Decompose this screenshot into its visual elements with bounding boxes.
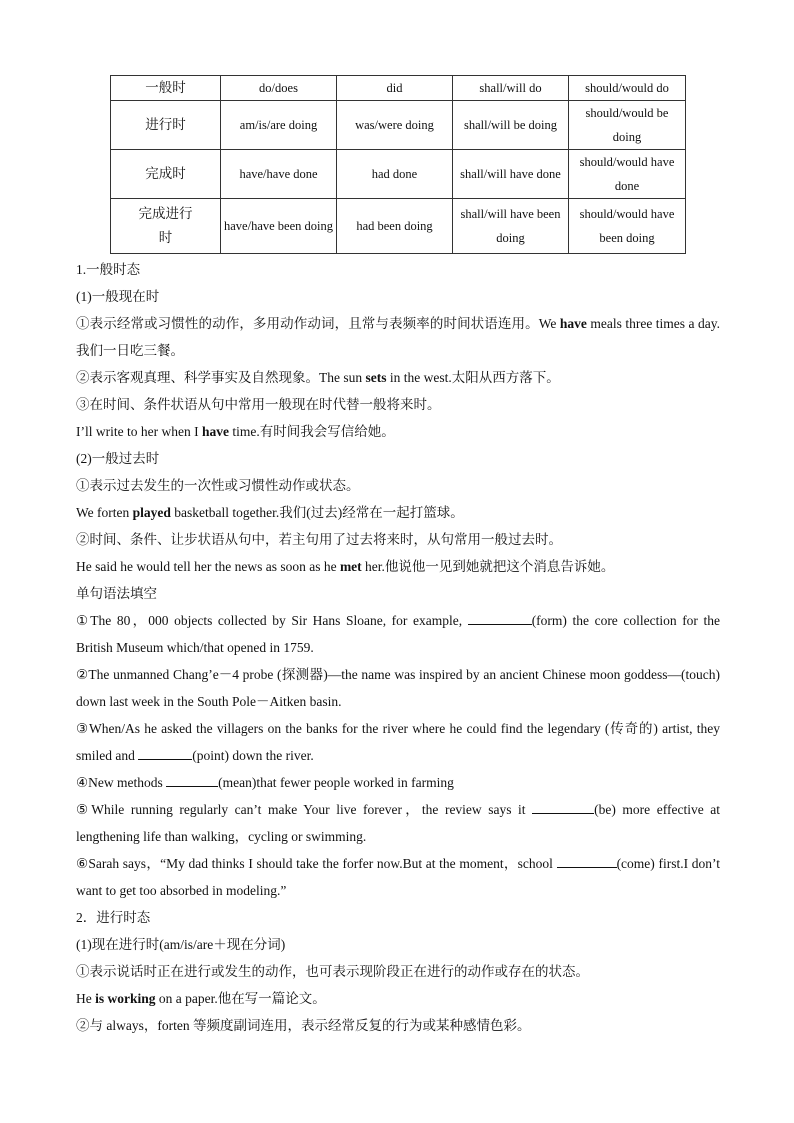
text: her.他说他一见到她就把这个消息告诉她。 <box>361 559 615 574</box>
text: He said he would tell her the news as soon as he <box>76 559 340 574</box>
table-row <box>111 150 686 199</box>
table-cell: did <box>337 76 453 101</box>
exercise-item <box>76 715 720 769</box>
text: (point) down the river. <box>192 748 314 763</box>
text: (be) more effective at lengthening life than walking，cycling or swimming. <box>76 802 720 844</box>
table-cell: shall/will have done <box>453 150 569 199</box>
subsection-heading: (2)一般过去时 <box>76 451 160 466</box>
answer-blank[interactable] <box>557 853 617 868</box>
table-cell: shall/will do <box>453 76 569 101</box>
exercise-item <box>76 769 720 796</box>
text: meals three times a day.我们一日吃三餐。 <box>76 316 720 358</box>
text: time.有时间我会写信给她。 <box>228 424 395 439</box>
paragraph: ③在时间、条件状语从句中常用一般现在时代替一般将来时。 <box>76 397 441 412</box>
answer-blank[interactable] <box>166 772 218 787</box>
table-cell: have/have done <box>221 150 337 199</box>
exercise-item <box>76 796 720 850</box>
text: ⑥Sarah says，“My dad thinks I should take the forfer now.But at the moment，school <box>76 856 557 871</box>
text: He <box>76 991 96 1006</box>
table-cell: should/would be doing <box>569 101 686 150</box>
bold-verb: met <box>339 559 362 574</box>
text: ①The 80，000 objects collected by Sir Hans Sloane, for example, <box>76 613 468 628</box>
exercise-heading: 单句语法填空 <box>76 586 157 601</box>
table-cell: 进行时 <box>111 101 221 150</box>
paragraph: ①表示过去发生的一次性或习惯性动作或状态。 <box>76 478 360 493</box>
paragraph <box>76 310 720 364</box>
text: ⑤While running regularly can’t make Your live forever，the review says it <box>76 802 533 817</box>
table-cell: 一般时 <box>111 76 221 101</box>
table-cell: shall/will be doing <box>453 101 569 150</box>
text: (mean)that fewer people worked in farming <box>218 775 454 790</box>
table-cell: am/is/are doing <box>221 101 337 150</box>
text: I’ll write to her when I <box>76 424 202 439</box>
text: ②表示客观真理、科学事实及自然现象。The sun <box>76 370 366 385</box>
text: ③When/As he asked the villagers on the banks for the river where he could find the legendary (传奇的) artist, they smiled and <box>76 721 720 763</box>
table-cell: 完成时 <box>111 150 221 199</box>
paragraph <box>76 985 720 1012</box>
section-heading: 2．进行时态 <box>76 910 151 925</box>
table-cell: should/would have done <box>569 150 686 199</box>
subsection-heading: (1)一般现在时 <box>76 289 160 304</box>
paragraph <box>76 418 720 445</box>
exercise-item: ②The unmanned Chang’e－4 probe (探测器)—the name was inspired by an ancient Chinese moon goddess—(touch) down last week in the South Pole－Aitken basin. <box>76 667 720 709</box>
exercise-item <box>76 607 720 661</box>
table-cell: 完成进行时 <box>111 199 221 254</box>
text: ①表示经常或习惯性的动作，多用动作动词，且常与表频率的时间状语连用。We <box>76 316 560 331</box>
answer-blank[interactable] <box>138 745 192 760</box>
section-heading: 1.一般时态 <box>76 262 141 277</box>
text: (form) the core collection for the British Museum which/that opened in 1759. <box>76 613 721 655</box>
text: on a paper.他在写一篇论文。 <box>155 991 326 1006</box>
table-row <box>111 101 686 150</box>
exercise-item <box>76 850 720 904</box>
paragraph: ①表示说话时正在进行或发生的动作，也可表示现阶段正在进行的动作或存在的状态。 <box>76 964 589 979</box>
bold-verb: sets <box>365 370 387 385</box>
paragraph <box>76 553 720 580</box>
paragraph: ②与 always，forten 等频度副词连用，表示经常反复的行为或某种感情色彩。 <box>76 1018 531 1033</box>
table-cell: had been doing <box>337 199 453 254</box>
subsection-heading: (1)现在进行时(am/is/are＋现在分词) <box>76 937 286 952</box>
table-row <box>111 199 686 254</box>
table-cell: was/were doing <box>337 101 453 150</box>
paragraph: ②时间、条件、让步状语从句中，若主句用了过去将来时，从句常用一般过去时。 <box>76 532 562 547</box>
text: We forten <box>76 505 133 520</box>
table-cell: should/would do <box>569 76 686 101</box>
table-cell: shall/will have been doing <box>453 199 569 254</box>
bold-verb: is working <box>95 991 156 1006</box>
content-body <box>76 256 720 1039</box>
text: ④New methods <box>76 775 167 790</box>
bold-verb: played <box>132 505 171 520</box>
text: in the west.太阳从西方落下。 <box>386 370 560 385</box>
answer-blank[interactable] <box>532 799 594 814</box>
tense-table <box>110 75 686 254</box>
paragraph <box>76 499 720 526</box>
table-cell: should/would have been doing <box>569 199 686 254</box>
table-cell: have/have been doing <box>221 199 337 254</box>
table-row <box>111 76 686 101</box>
text: (come) first.I don’t want to get too absorbed in modeling.” <box>76 856 720 898</box>
answer-blank[interactable] <box>468 610 532 625</box>
table-cell: had done <box>337 150 453 199</box>
bold-verb: have <box>559 316 587 331</box>
table-cell: do/does <box>221 76 337 101</box>
text: basketball together.我们(过去)经常在一起打篮球。 <box>170 505 464 520</box>
bold-verb: have <box>201 424 229 439</box>
paragraph <box>76 364 720 391</box>
